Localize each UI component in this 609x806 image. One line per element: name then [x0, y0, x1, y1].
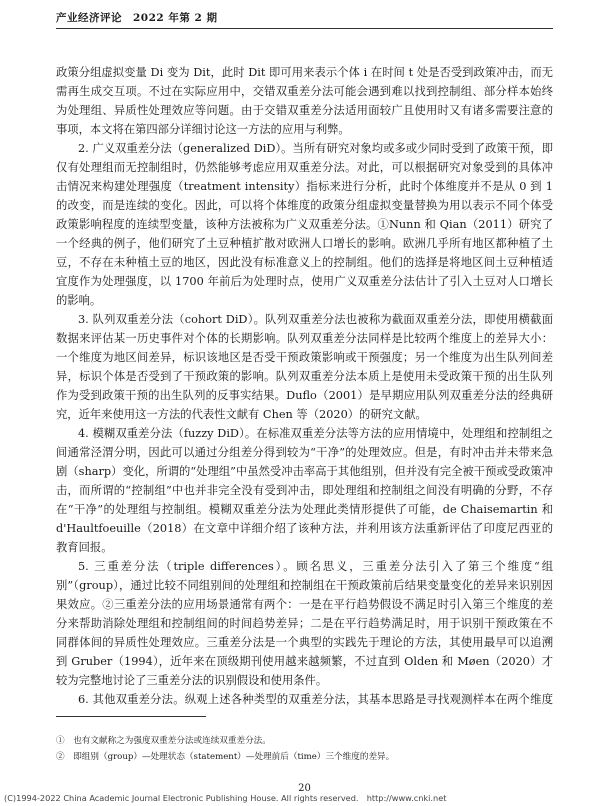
- page-number: 20: [298, 783, 311, 794]
- paragraph-cohort-did: 3. 队列双重差分法（cohort DiD）。队列双重差分法也被称为截面双重差分法，即使用横截面数据来评估某一历史事件对个体的长期影响。队列双重差分法同样是比较两个维度上的差异大小：一个维度为地区间差异，标识该地区是否受干预政策影响或干预强度；另一个维度为出生队列间差异，标识个体是否受到了干预政策的影响。队列双重差分法本质上是使用未受政策干预的出生队列作为受到政策干预的出生队列的反事实结果。Duflo（2001）是早期应用队列双重差分法的经典研究，近年来使用这一方法的代表性文献有 Chen 等（2020）的研究文献。: [56, 313, 553, 421]
- footnotes: [56, 733, 553, 765]
- article-body: [56, 63, 553, 711]
- running-header: [56, 10, 553, 29]
- paragraph-other-did: 6. 其他双重差分法。纵观上述各种类型的双重差分法，其基本思路是寻找观测样本在两个维度: [78, 693, 553, 706]
- paragraph-generalized-did: 2. 广义双重差分法（generalized DiD）。当所有研究对象均或多或少同时受到了政策干预，即仅有处理组而无控制组时，仍然能够考虑应用双重差分法。对此，可以根据研究对象受到的具体冲击情况来构建处理强度（treatment intensity）指标来进行分析，此时个体维度并不是从 0 到 1 的改变，而是连续的变化。因此，可以将个体维度的政策分组虚拟变量替换为用以表示不同个体受政策影响程度的连续型变量，该种方法被称为广义双重差分法。①Nunn 和 Qian（2011）研究了一个经典的例子，他们研究了土豆种植扩散对欧洲人口增长的影响。欧洲几乎所有地区都种植了土豆，不存在未种植土豆的地区，因此没有标准意义上的控制组。他们的选择是将地区间土豆种植适宜度作为处理强度，以 1700 年前后为处理时点，使用广义双重差分法估计了引入土豆对人口增长的影响。: [56, 142, 553, 307]
- footnote-2: ② 即组别（group）—处理状态（statement）—处理前后（time）三个维度的差异。: [56, 752, 395, 762]
- footnote-separator: [56, 716, 206, 717]
- paragraph-intro: 政策分组虚拟变量 Di 变为 Dit，此时 Dit 即可用来表示个体 i 在时间 t 处是否受到政策冲击，而无需再生成交互项。不过在实际应用中，交错双重差分法可能会遇到难以找到控制组、部分样本始终为处理组、异质性处理效应等问题。由于交错双重差分法适用面较广且使用时又有诸多需要注意的事项，本文将在第四部分详细讨论这一方法的应用与利弊。: [56, 66, 553, 136]
- paragraph-fuzzy-did: 4. 模糊双重差分法（fuzzy DiD）。在标准双重差分法等方法的应用情境中，处理组和控制组之间通常泾渭分明，因此可以通过分组差分得到较为“干净”的处理效应。但是，有时冲击并未带来急剧（sharp）变化，所谓的“处理组”中虽然受冲击率高于其他组别，但并没有完全被干预或受政策冲击，而所谓的“控制组”中也并非完全没有受到冲击，即处理组和控制组之间没有明确的分野，不存在“干净”的处理组与控制组。模糊双重差分法为处理此类情形提供了可能，de Chaisemartin 和 d'Haultfoeuille（2018）在文章中详细介绍了该种方法，并利用该方法重新评估了印度尼西亚的教育回报。: [56, 427, 553, 554]
- copyright-watermark: (C)1994-2022 China Academic Journal Electronic Publishing House. All rights reserved. http://www.cnki.net: [4, 793, 447, 803]
- footnote-1: ① 也有文献称之为强度双重差分法或连续双重差分法。: [56, 736, 271, 746]
- running-head-text: 产业经济评论 2022 年第 2 期: [56, 12, 218, 24]
- paragraph-triple-differences: 5. 三重差分法（triple differences）。顾名思义，三重差分法引入了第三个维度“组别”（group），通过比较不同组别间的处理组和控制组在干预政策前后结果变量变化的差异来识别因果效应。②三重差分法的应用场景通常有两个：一是在平行趋势假设不满足时引入第三个维度的差分来帮助消除处理组和控制组间的时间趋势差异；二是在平行趋势满足时，用于识别干预政策在不同群体间的异质性处理效应。三重差分法是一个典型的实践先于理论的方法，其使用最早可以追溯到 Gruber（1994），近年来在顶级期刊使用越来越频繁，不过直到 Olden 和 Møen（2020）才较为完整地讨论了三重差分法的识别假设和使用条件。: [56, 560, 553, 687]
